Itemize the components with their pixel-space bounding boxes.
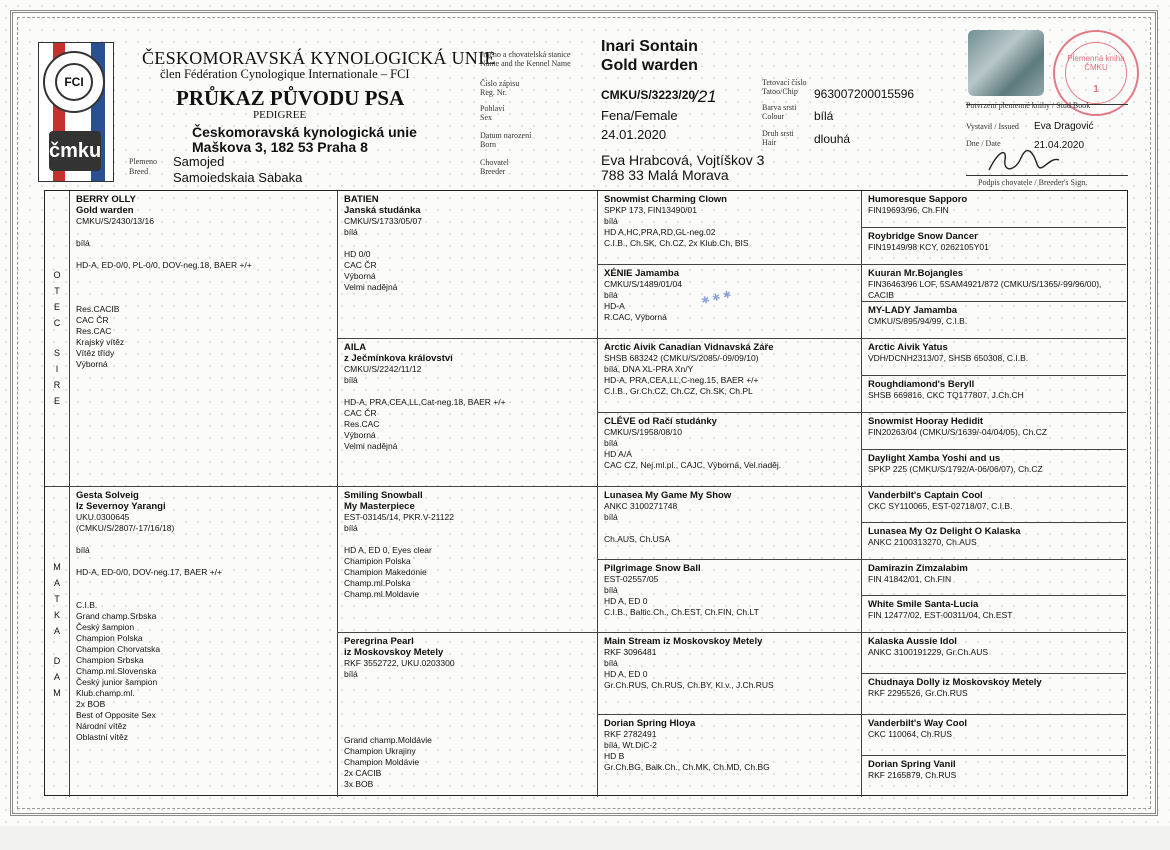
issued-label: Vystavil / Issued <box>966 122 1019 131</box>
grandparent-cell <box>338 339 598 487</box>
great-grandparent-cell <box>598 265 862 339</box>
side-letter: T <box>54 286 60 296</box>
sire-side-label <box>46 267 68 409</box>
great-grandparent-name: XÉNIE Jamamba <box>604 268 679 279</box>
chip-number: 963007200015596 <box>814 87 915 101</box>
name-label-en: Name and the Kennel Name <box>480 59 571 68</box>
detail-line: Ch.AUS, Ch.USA <box>604 534 671 544</box>
detail-line: C.I.B., Baltic.Ch., Ch.EST, Ch.FIN, Ch.LT <box>604 607 759 617</box>
detail-line <box>76 589 331 600</box>
detail-line: bílá, DNA XL-PRA Xn/Y <box>604 364 694 374</box>
grandparent-kennel: iz Moskovskoy Metely <box>344 647 444 658</box>
signature-line <box>966 175 1128 176</box>
detail-line: Champion Polska <box>76 633 143 643</box>
great-great-grandparent-cell <box>862 633 1126 674</box>
detail-line: FIN36463/96 LOF, 5SAM4921/872 (CMKU/S/1365/-99/96/00), CACIB <box>868 279 1102 300</box>
great-great-grandparent-cell <box>862 560 1126 596</box>
detail-line: Champion Moldávie <box>344 757 420 767</box>
detail-line: FIN19149/98 KCY, 0262105Y01 <box>868 242 989 252</box>
detail-line: HD-A, ED-0/0, DOV-neg.17, BAER +/+ <box>76 567 222 577</box>
breeder-label-cz: Chovatel <box>480 158 509 167</box>
great-great-grandparent-cell <box>862 523 1126 560</box>
great-great-grandparent-name: Dorian Spring Vanil <box>868 759 956 770</box>
grandparent-cell <box>338 487 598 633</box>
stud-book-stamp-number: 1 <box>1093 84 1099 95</box>
detail-line <box>604 523 855 534</box>
breed-cz: Samojed <box>173 154 225 169</box>
detail-line: Res.CAC <box>76 326 112 336</box>
detail-line: FIN19693/96, Ch.FIN <box>868 205 949 215</box>
detail-line <box>76 227 331 238</box>
great-grandparent-name: CLÉVE od Račí studánky <box>604 416 717 427</box>
detail-line: bílá <box>76 545 90 555</box>
detail-line: bílá <box>344 227 358 237</box>
detail-line: Res.CACIB <box>76 304 120 314</box>
breed-en: Samoiedskaia Sabaka <box>173 170 303 185</box>
detail-line: RKF 2295526, Gr.Ch.RUS <box>868 688 968 698</box>
dam-kennel: Iz Severnoy Yarangi <box>76 501 166 512</box>
great-grandparent-cell <box>598 487 862 560</box>
detail-line: HD A/A <box>604 449 632 459</box>
detail-line: Grand champ.Moldávie <box>344 735 432 745</box>
detail-line: Krajský vítěz <box>76 337 125 347</box>
side-letter: M <box>53 562 61 572</box>
sire-cell <box>70 191 338 487</box>
side-letter: C <box>53 318 61 328</box>
detail-line: bílá <box>604 216 618 226</box>
great-great-grandparent-name: Lunasea My Oz Delight O Kalaska <box>868 526 1021 537</box>
breeder-line2: 788 33 Malá Morava <box>601 167 729 183</box>
great-grandparent-name: Main Stream iz Moskovskoy Metely <box>604 636 763 647</box>
grandparent-cell <box>338 633 598 797</box>
great-great-grandparent-name: Roughdiamond's Beryll <box>868 379 975 390</box>
detail-line: Vítěz třídy <box>76 348 115 358</box>
dog-kennel: Gold warden <box>601 57 698 74</box>
great-great-grandparent-name: Roybridge Snow Dancer <box>868 231 978 242</box>
detail-line: HD-A, ED-0/0, PL-0/0, DOV-neg.18, BAER +/+ <box>76 260 252 270</box>
detail-line: bílá <box>604 585 618 595</box>
detail-line: C.I.B., Ch.SK, Ch.CZ, 2x Klub.Ch, BIS <box>604 238 749 248</box>
great-grandparent-name: Pilgrimage Snow Ball <box>604 563 701 574</box>
detail-line <box>344 238 591 249</box>
great-grandparent-cell <box>598 633 862 715</box>
hair-value: dlouhá <box>814 132 851 146</box>
fci-emblem-text: FCI <box>55 63 93 101</box>
detail-line: CMKU/S/2430/13/16 <box>76 216 154 226</box>
detail-line: bílá <box>604 438 618 448</box>
great-great-grandparent-name: MY-LADY Jamamba <box>868 305 958 316</box>
detail-line: HD-A, PRA,CEA,LL,Cat-neg.18, BAER +/+ <box>344 397 506 407</box>
detail-line: HD A, ED 0 <box>604 596 648 606</box>
side-letter: R <box>53 380 61 390</box>
side-letter: A <box>53 626 60 636</box>
great-grandparent-cell <box>598 339 862 413</box>
detail-line: RKF 2782491 <box>604 729 657 739</box>
great-great-grandparent-name: Kuuran Mr.Bojangles <box>868 268 964 279</box>
doc-subtitle: PEDIGREE <box>253 109 307 121</box>
dam-cell <box>70 487 338 797</box>
detail-line <box>344 724 591 735</box>
dam-details <box>76 512 331 743</box>
detail-line <box>76 282 331 293</box>
detail-line <box>344 702 591 713</box>
great-grandparent-name: Snowmist Charming Clown <box>604 194 727 205</box>
detail-line: HD-A, PRA,CEA,LL,C-neg.15, BAER +/+ <box>604 375 759 385</box>
side-letter: A <box>53 672 60 682</box>
grandparent-name: AILA <box>344 342 367 353</box>
detail-line <box>76 534 331 545</box>
detail-line: CAC ČR <box>76 315 109 325</box>
detail-line: VDH/DCNH2313/07, SHSB 650308, C.I.B. <box>868 353 1029 363</box>
stud-book-stamp-text: Plemenná kniha ČMKU <box>1067 54 1125 72</box>
side-letter: I <box>55 364 59 374</box>
org-name: ČESKOMORAVSKÁ KYNOLOGICKÁ UNIE <box>142 48 496 68</box>
detail-line: Best of Opposite Sex <box>76 710 156 720</box>
sex-value: Fena/Female <box>601 108 678 123</box>
detail-line <box>344 680 591 691</box>
great-great-grandparent-name: Damirazin Zimzalabim <box>868 563 968 574</box>
great-grandparent-cell <box>598 191 862 265</box>
side-letter: M <box>53 688 61 698</box>
detail-line <box>344 534 591 545</box>
signature-label: Podpis chovatele / Breeder's Sign. <box>978 178 1088 187</box>
detail-line: FIN 12477/02, EST-00311/04, Ch.EST <box>868 610 1013 620</box>
great-great-grandparent-name: Arctic Aivik Yatus <box>868 342 948 353</box>
dog-name: Inari Sontain <box>601 38 698 55</box>
great-great-grandparent-cell <box>862 487 1126 523</box>
breed-label-en: Breed <box>129 167 149 176</box>
great-great-grandparent-name: Snowmist Hooray Hedidit <box>868 416 984 427</box>
detail-line: Český junior šampion <box>76 677 158 687</box>
detail-line: C.I.B., Gr.Ch.CZ, Ch.CZ, Ch.SK, Ch.PL <box>604 386 753 396</box>
detail-line: SPKP 225 (CMKU/S/1792/A-06/06/07), Ch.CZ <box>868 464 1043 474</box>
detail-line: bílá <box>604 658 618 668</box>
tattoo-label-cz: Tetovací číslo <box>762 78 807 87</box>
hologram-sticker <box>968 30 1044 96</box>
grandparent-cell <box>338 191 598 339</box>
cmku-emblem: čmku <box>49 131 101 171</box>
born-label-en: Born <box>480 140 496 149</box>
detail-line: (CMKU/S/2807/-17/16/18) <box>76 523 175 533</box>
great-great-grandparent-name: Daylight Xamba Yoshi and us <box>868 453 1001 464</box>
great-grandparent-cell <box>598 560 862 633</box>
great-great-grandparent-name: Kalaska Aussie Idol <box>868 636 957 647</box>
date-label: Dne / Date <box>966 139 1001 148</box>
great-great-grandparent-cell <box>862 376 1126 413</box>
org-member: člen Fédération Cynologique Internationale – FCI <box>160 67 410 81</box>
grandparent-details <box>344 512 591 600</box>
cmku-fci-logo <box>38 42 114 182</box>
detail-line: CMKU/S/1489/01/04 <box>604 279 682 289</box>
detail-line: CMKU/S/1733/05/07 <box>344 216 422 226</box>
detail-line: 3x BOB <box>344 779 374 789</box>
great-great-grandparent-name: Chudnaya Dolly iz Moskovskoy Metely <box>868 677 1042 688</box>
sex-label-cz: Pohlaví <box>480 104 505 113</box>
detail-line <box>76 249 331 260</box>
detail-line: RKF 3552722, UKU.0203300 <box>344 658 455 668</box>
detail-line: ANKC 3100191229, Gr.Ch.AUS <box>868 647 989 657</box>
detail-line: Klub.champ.ml. <box>76 688 135 698</box>
detail-line: HD A, ED 0 <box>604 669 648 679</box>
dam-name: Gesta Solveig <box>76 490 139 501</box>
reg-label-cz: Číslo zápisu <box>480 79 520 88</box>
detail-line: Výborná <box>344 271 376 281</box>
great-great-grandparent-cell <box>862 756 1126 797</box>
grandparent-kennel: Janská studánka <box>344 205 421 216</box>
detail-line: R.CAC, Výborná <box>604 312 667 322</box>
detail-line <box>76 578 331 589</box>
detail-line: SHSB 669816, CKC TQ177807, J.Ch.CH <box>868 390 1024 400</box>
great-great-grandparent-cell <box>862 413 1126 450</box>
great-grandparent-cell <box>598 413 862 487</box>
side-letter: E <box>53 302 60 312</box>
colour-label-cz: Barva srsti <box>762 103 797 112</box>
issue-date: 21.04.2020 <box>1034 140 1085 151</box>
detail-line: HD A, ED 0, Eyes clear <box>344 545 432 555</box>
great-grandparent-name: Arctic Aivik Canadian Vidnavská Záře <box>604 342 774 353</box>
great-great-grandparent-name: Humoresque Sapporo <box>868 194 968 205</box>
great-great-grandparent-cell <box>862 674 1126 715</box>
detail-line: Oblastní vítěz <box>76 732 128 742</box>
side-letter: T <box>54 594 60 604</box>
born-label-cz: Datum narození <box>480 131 532 140</box>
detail-line: bílá, Wt.DiC-2 <box>604 740 657 750</box>
detail-line <box>344 386 591 397</box>
detail-line: RKF 2165879, Ch.RUS <box>868 770 957 780</box>
detail-line <box>344 713 591 724</box>
detail-line: Champion Polska <box>344 556 411 566</box>
detail-line: FIN20263/04 (CMKU/S/1639/-04/04/05), Ch.CZ <box>868 427 1048 437</box>
side-letter: K <box>53 610 60 620</box>
grandparent-kennel: z Ječmínkova království <box>344 353 453 364</box>
grandparent-name: Peregrina Pearl <box>344 636 414 647</box>
hair-label-en: Hair <box>762 138 777 147</box>
detail-line: HD-A <box>604 301 625 311</box>
faint-blue-stamp: ✱ ✱ ✱ <box>700 289 733 308</box>
reg-suffix: /21 <box>693 87 717 106</box>
colour-label-en: Colour <box>762 112 785 121</box>
detail-line: Velmi nadějná <box>344 282 398 292</box>
detail-line: CKC SY110065, EST-02718/07, C.I.B. <box>868 501 1013 511</box>
great-great-grandparent-cell <box>862 228 1126 265</box>
detail-line: SPKP 173, FIN13490/01 <box>604 205 697 215</box>
detail-line: HD A,HC,PRA,RD,GL-neg.02 <box>604 227 716 237</box>
great-great-grandparent-name: Vanderbilt's Captain Cool <box>868 490 983 501</box>
grandparent-name: BATIEN <box>344 194 379 205</box>
detail-line: Gr.Ch.BG, Balk.Ch., Ch.MK, Ch.MD, Ch.BG <box>604 762 770 772</box>
detail-line: 2x CACIB <box>344 768 382 778</box>
detail-line: Champion Srbska <box>76 655 144 665</box>
great-great-grandparent-name: Vanderbilt's Way Cool <box>868 718 968 729</box>
detail-line: CAC ČR <box>344 408 377 418</box>
great-great-grandparent-cell <box>862 302 1126 339</box>
detail-line: bílá <box>76 238 90 248</box>
detail-line: EST-02557/05 <box>604 574 659 584</box>
grandparent-kennel: My Masterpiece <box>344 501 415 512</box>
great-grandparent-name: Lunasea My Game My Show <box>604 490 732 501</box>
detail-line: CAC CZ, Nej.ml.pl., CAJC, Výborná, Vel.naděj. <box>604 460 782 470</box>
detail-line: bílá <box>604 290 618 300</box>
detail-line: ANKC 2100313270, Ch.AUS <box>868 537 977 547</box>
detail-line: SHSB 683242 (CMKU/S/2085/-09/09/10) <box>604 353 759 363</box>
breed-label-cz: Plemeno <box>129 157 157 166</box>
detail-line: HD B <box>604 751 625 761</box>
detail-line: C.I.B. <box>76 600 98 610</box>
sire-details <box>76 216 331 370</box>
detail-line: ANKC 3100271748 <box>604 501 678 511</box>
grandparent-details <box>344 658 591 790</box>
detail-line: Grand champ.Srbska <box>76 611 157 621</box>
side-letter: D <box>53 656 61 666</box>
detail-line: 2x BOB <box>76 699 106 709</box>
detail-line: Champion Ukrajiny <box>344 746 416 756</box>
detail-line: CAC ČR <box>344 260 377 270</box>
fci-emblem <box>43 51 105 113</box>
great-great-grandparent-cell <box>862 596 1126 633</box>
grandparent-name: Smiling Snowball <box>344 490 423 501</box>
detail-line: Champ.ml.Moldavie <box>344 589 420 599</box>
grandparent-details <box>344 216 591 293</box>
detail-line: Národní vítěz <box>76 721 127 731</box>
side-letter: A <box>53 578 60 588</box>
detail-line: Výborná <box>344 430 376 440</box>
breeder-line1: Eva Hrabcová, Vojtíškov 3 <box>601 152 765 168</box>
detail-line: CMKU/S/1958/08/10 <box>604 427 682 437</box>
studbook-confirm-label: Potvrzení plemenné knihy / Stud Book <box>966 101 1091 110</box>
side-letter: E <box>53 396 60 406</box>
detail-line: Res.CAC <box>344 419 380 429</box>
born-value: 24.01.2020 <box>601 127 667 142</box>
great-great-grandparent-name: White Smile Santa-Lucia <box>868 599 979 610</box>
detail-line: Český šampion <box>76 622 135 632</box>
detail-line <box>76 556 331 567</box>
detail-line <box>344 691 591 702</box>
great-grandparent-name: Dorian Spring Hloya <box>604 718 696 729</box>
detail-line: RKF 3096481 <box>604 647 657 657</box>
great-great-grandparent-cell <box>862 450 1126 487</box>
detail-line: Výborná <box>76 359 108 369</box>
studbook-line <box>966 104 1128 105</box>
colour-value: bílá <box>814 109 834 123</box>
detail-line: Champ.ml.Polska <box>344 578 411 588</box>
detail-line: Champ.ml.Slovenska <box>76 666 157 676</box>
sex-label-en: Sex <box>480 113 492 122</box>
detail-line <box>76 271 331 282</box>
reg-number: CMKU/S/3223/20 <box>601 88 696 102</box>
detail-line: Champion Makedonie <box>344 567 427 577</box>
issuer-name: Českomoravská kynologická unie <box>192 124 417 140</box>
great-great-grandparent-cell <box>862 339 1126 376</box>
great-great-grandparent-cell <box>862 265 1126 302</box>
dam-side-label <box>46 559 68 701</box>
detail-line: UKU.0300645 <box>76 512 130 522</box>
detail-line: bílá <box>604 512 618 522</box>
pedigree-table <box>44 190 1128 796</box>
name-label-cz: Jméno a chovatelská stanice <box>480 50 571 59</box>
detail-line: bílá <box>344 375 358 385</box>
detail-line: EST-03145/14, PKR.V-21122 <box>344 512 454 522</box>
side-letter: S <box>53 348 60 358</box>
doc-title: PRŮKAZ PŮVODU PSA <box>176 86 405 110</box>
breeder-signature <box>985 146 1065 176</box>
issued-by: Eva Dragović <box>1034 121 1094 132</box>
great-grandparent-cell <box>598 715 862 797</box>
detail-line: CMKU/S/2242/11/12 <box>344 364 422 374</box>
detail-line: bílá <box>344 523 358 533</box>
detail-line: Velmi nadějná <box>344 441 398 451</box>
reg-label-en: Reg. Nr. <box>480 88 507 97</box>
hair-label-cz: Druh srsti <box>762 129 794 138</box>
breeder-label-en: Breeder <box>480 167 506 176</box>
tattoo-label-en: Tatoo/Chip <box>762 87 798 96</box>
detail-line: bílá <box>344 669 358 679</box>
detail-line: CKC 110064, Ch.RUS <box>868 729 952 739</box>
great-great-grandparent-cell <box>862 715 1126 756</box>
detail-line: Gr.Ch.RUS, Ch.RUS, Ch.BY, Kl.v., J.Ch.RUS <box>604 680 774 690</box>
sire-kennel: Gold warden <box>76 205 134 216</box>
detail-line <box>76 293 331 304</box>
issuer-address: Maškova 3, 182 53 Praha 8 <box>192 139 368 155</box>
detail-line: FIN 41842/01, Ch.FIN <box>868 574 952 584</box>
side-letter: O <box>53 270 61 280</box>
detail-line: Champion Chorvatska <box>76 644 161 654</box>
detail-line: HD 0/0 <box>344 249 371 259</box>
detail-line: CMKU/S/895/94/99, C.I.B. <box>868 316 968 326</box>
great-great-grandparent-cell <box>862 191 1126 228</box>
grandparent-details <box>344 364 591 452</box>
sire-name: BERRY OLLY <box>76 194 136 205</box>
